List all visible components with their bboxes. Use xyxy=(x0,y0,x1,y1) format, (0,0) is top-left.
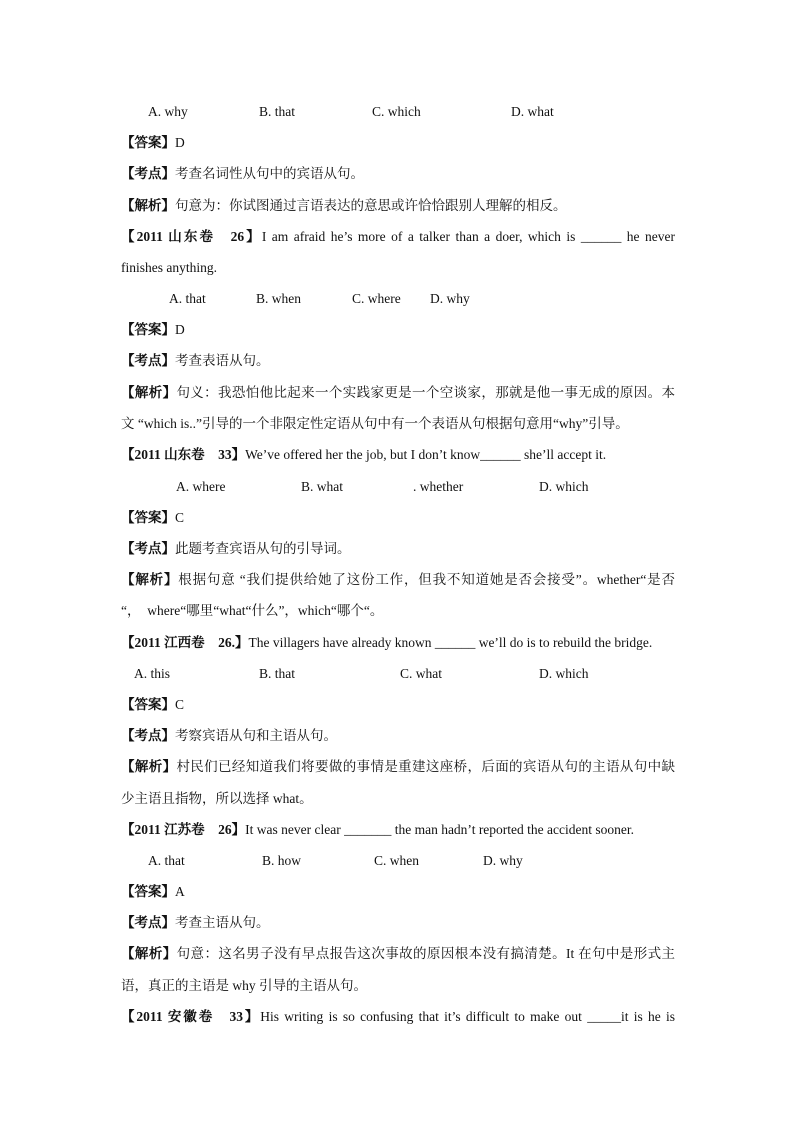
option-a: A. this xyxy=(134,666,171,681)
answer-line: 【答案】A xyxy=(121,884,185,899)
option-a: A. that xyxy=(148,853,185,868)
option-c: . whether xyxy=(413,479,464,494)
jiexi-line: 【解析】句意：这名男子没有早点报告这次事故的原因根本没有搞清楚。It 在句中是形式主 xyxy=(121,946,676,961)
jiexi-line: 【解析】根据句意 “我们提供给她了这份工作，但我不知道她是否会接受”。whether“是否 xyxy=(121,572,675,587)
option-a: A. why xyxy=(148,104,188,119)
option-a: A. where xyxy=(176,479,226,494)
option-b: B. what xyxy=(301,479,343,494)
jiexi-line: 【解析】句义：我恐怕他比起来一个实践家更是一个空谈家，那就是他一事无成的原因。本 xyxy=(121,385,676,400)
answer-line: 【答案】C xyxy=(121,697,185,712)
option-c: C. which xyxy=(372,104,421,119)
question-stem: 【2011 江西卷 26.】The villagers have already known ______ we’ll do is to rebuild the bridge. xyxy=(121,635,653,650)
option-d: D. which xyxy=(539,666,589,681)
question-stem: 【2011 安徽卷 33】His writing is so confusing that it’s difficult to make out _____it is he is xyxy=(121,1009,676,1024)
option-d: D. which xyxy=(539,479,589,494)
question-stem: 【2011 江苏卷 26】It was never clear _______ the man hadn’t reported the accident sooner. xyxy=(121,822,634,837)
jiexi-line: 【解析】句意为：你试图通过言语表达的意思或许恰恰跟别人理解的相反。 xyxy=(121,198,567,213)
answer-line: 【答案】D xyxy=(121,322,185,337)
kaodian-line: 【考点】此题考查宾语从句的引导词。 xyxy=(121,541,351,556)
jiexi-line-cont: 少主语且指物，所以选择 what。 xyxy=(121,791,313,806)
answer-line: 【答案】D xyxy=(121,135,185,150)
question-stem-cont: finishes anything. xyxy=(121,260,217,275)
option-d: D. what xyxy=(511,104,554,119)
option-b: B. that xyxy=(259,104,295,119)
jiexi-line-cont: “， where“哪里“what“什么”，which“哪个“。 xyxy=(121,603,384,618)
question-stem: 【2011 山东卷 33】We’ve offered her the job, but I don’t know______ she’ll accept it. xyxy=(121,447,607,462)
option-a: A. that xyxy=(169,291,206,306)
option-d: D. why xyxy=(430,291,470,306)
option-d: D. why xyxy=(483,853,523,868)
kaodian-line: 【考点】考察宾语从句和主语从句。 xyxy=(121,728,337,743)
answer-line: 【答案】C xyxy=(121,510,185,525)
option-b: B. when xyxy=(256,291,301,306)
option-b: B. how xyxy=(262,853,302,868)
jiexi-line-cont: 文 “which is..”引导的一个非限定性定语从句中有一个表语从句根据句意用“why”引导。 xyxy=(121,416,629,431)
option-c: C. when xyxy=(374,853,419,868)
kaodian-line: 【考点】考查名词性从句中的宾语从句。 xyxy=(121,166,364,181)
question-stem: 【2011 山东卷 26】I am afraid he’s more of a talker than a doer, which is ______ he never xyxy=(121,229,675,244)
kaodian-line: 【考点】考查表语从句。 xyxy=(121,353,270,368)
option-c: C. what xyxy=(400,666,442,681)
option-c: C. where xyxy=(352,291,401,306)
option-b: B. that xyxy=(259,666,295,681)
jiexi-line: 【解析】村民们已经知道我们将要做的事情是重建这座桥，后面的宾语从句的主语从句中缺 xyxy=(121,759,676,774)
jiexi-line-cont: 语，真正的主语是 why 引导的主语从句。 xyxy=(121,978,367,993)
kaodian-line: 【考点】考查主语从句。 xyxy=(121,915,270,930)
